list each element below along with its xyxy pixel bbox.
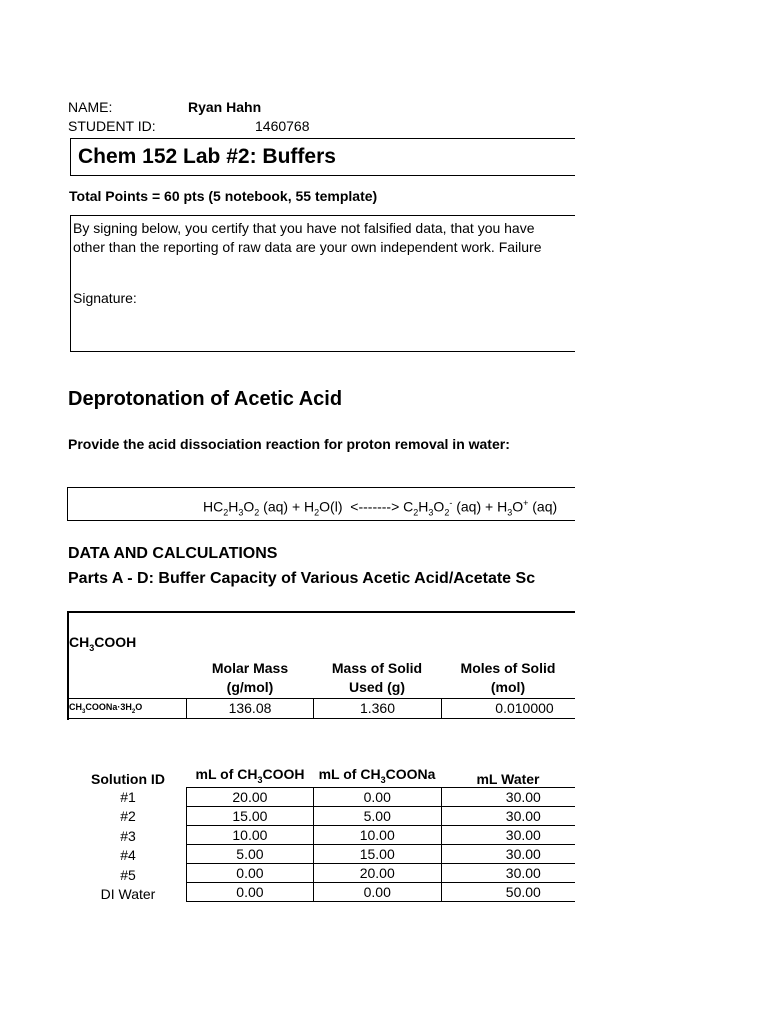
table-row xyxy=(187,826,576,845)
dissociation-prompt: Provide the acid dissociation reaction for proton removal in water: xyxy=(68,436,510,452)
data-calculations-heading: DATA AND CALCULATIONS xyxy=(68,545,278,562)
table-row xyxy=(187,807,576,826)
acid-volume-cell[interactable]: 15.00 xyxy=(187,807,314,826)
acetate-volume-cell[interactable]: 0.00 xyxy=(313,788,441,807)
acid-volume-cell[interactable]: 0.00 xyxy=(187,883,314,902)
student-id-label: STUDENT ID: xyxy=(68,118,156,134)
acid-volume-cell[interactable]: 10.00 xyxy=(187,826,314,845)
title-box xyxy=(70,138,575,176)
table-row xyxy=(187,864,576,883)
deprotonation-heading: Deprotonation of Acetic Acid xyxy=(68,388,343,410)
acid-volume-cell[interactable]: 5.00 xyxy=(187,845,314,864)
water-volume-cell[interactable]: 30.00 xyxy=(441,807,575,826)
certification-line-1: By signing below, you certify that you have not falsified data, that you have xyxy=(73,220,535,236)
acetate-volume-cell[interactable]: 0.00 xyxy=(313,883,441,902)
solution-id-3: #3 xyxy=(120,828,136,844)
ml-water-header: mL Water xyxy=(476,771,540,787)
table-row xyxy=(187,788,576,807)
acid-volume-cell[interactable]: 20.00 xyxy=(187,788,314,807)
water-volume-cell[interactable]: 30.00 xyxy=(441,788,575,807)
molar-mass-cell[interactable]: 136.08 xyxy=(186,699,313,718)
solution-id-1: #1 xyxy=(120,789,136,805)
reaction-box[interactable] xyxy=(67,487,575,521)
solution-id-di-water: DI Water xyxy=(100,886,156,902)
student-id-value: 1460768 xyxy=(255,118,310,134)
acetate-volume-cell[interactable]: 15.00 xyxy=(313,845,441,864)
solution-volume-table xyxy=(186,787,575,902)
solution-id-header: Solution ID xyxy=(91,771,165,787)
solution-id-4: #4 xyxy=(120,847,136,863)
water-volume-cell[interactable]: 50.00 xyxy=(441,883,575,902)
molar-mass-header: Molar Mass (g/mol) xyxy=(211,660,289,695)
water-volume-cell[interactable]: 30.00 xyxy=(441,826,575,845)
moles-solid-header: Moles of Solid (mol) xyxy=(460,660,556,695)
acid-volume-cell[interactable]: 0.00 xyxy=(187,864,314,883)
table-row xyxy=(187,883,576,902)
signature-label: Signature: xyxy=(73,290,137,306)
total-points: Total Points = 60 pts (5 notebook, 55 template) xyxy=(69,188,378,204)
acetate-volume-cell[interactable]: 20.00 xyxy=(313,864,441,883)
acetate-volume-cell[interactable]: 5.00 xyxy=(313,807,441,826)
ml-acid-header: mL of $CH_3COOH$ xyxy=(195,766,305,785)
acetate-volume-cell[interactable]: 10.00 xyxy=(313,826,441,845)
table-row xyxy=(187,845,576,864)
solution-id-2: #2 xyxy=(120,808,136,824)
solution-id-5: #5 xyxy=(120,867,136,883)
sodium-acetate-row xyxy=(67,698,575,719)
name-value: Ryan Hahn xyxy=(188,99,262,115)
moles-solid-cell[interactable]: 0.010000 xyxy=(441,699,575,718)
solid-table-title: $CH_3COOH$ xyxy=(69,634,137,653)
dissociation-equation: $HC_2H_3O_2$ $(aq) + H_2O(l)$ <-------> $C_2H_3O_2^-$ $(aq) + H_3O^+$ (aq) xyxy=(203,498,558,518)
water-volume-cell[interactable]: 30.00 xyxy=(441,864,575,883)
mass-solid-header: Mass of Solid Used (g) xyxy=(331,660,423,695)
buffer-capacity-subheading: Parts A - D: Buffer Capacity of Various Acetic Acid/Acetate Sc xyxy=(68,570,536,587)
name-label: NAME: xyxy=(68,99,113,115)
certification-box xyxy=(70,215,575,352)
water-volume-cell[interactable]: 30.00 xyxy=(441,845,575,864)
page-title: Chem 152 Lab #2: Buffers xyxy=(78,145,336,168)
certification-line-2: other than the reporting of raw data are your own independent work. Failure xyxy=(73,239,542,255)
ml-acetate-header: mL of $CH_3COONa$ xyxy=(318,766,436,785)
mass-solid-cell[interactable]: 1.360 xyxy=(313,699,441,718)
sodium-acetate-label: $CH_3COONa\cdot 3H_2O$ xyxy=(69,702,143,715)
